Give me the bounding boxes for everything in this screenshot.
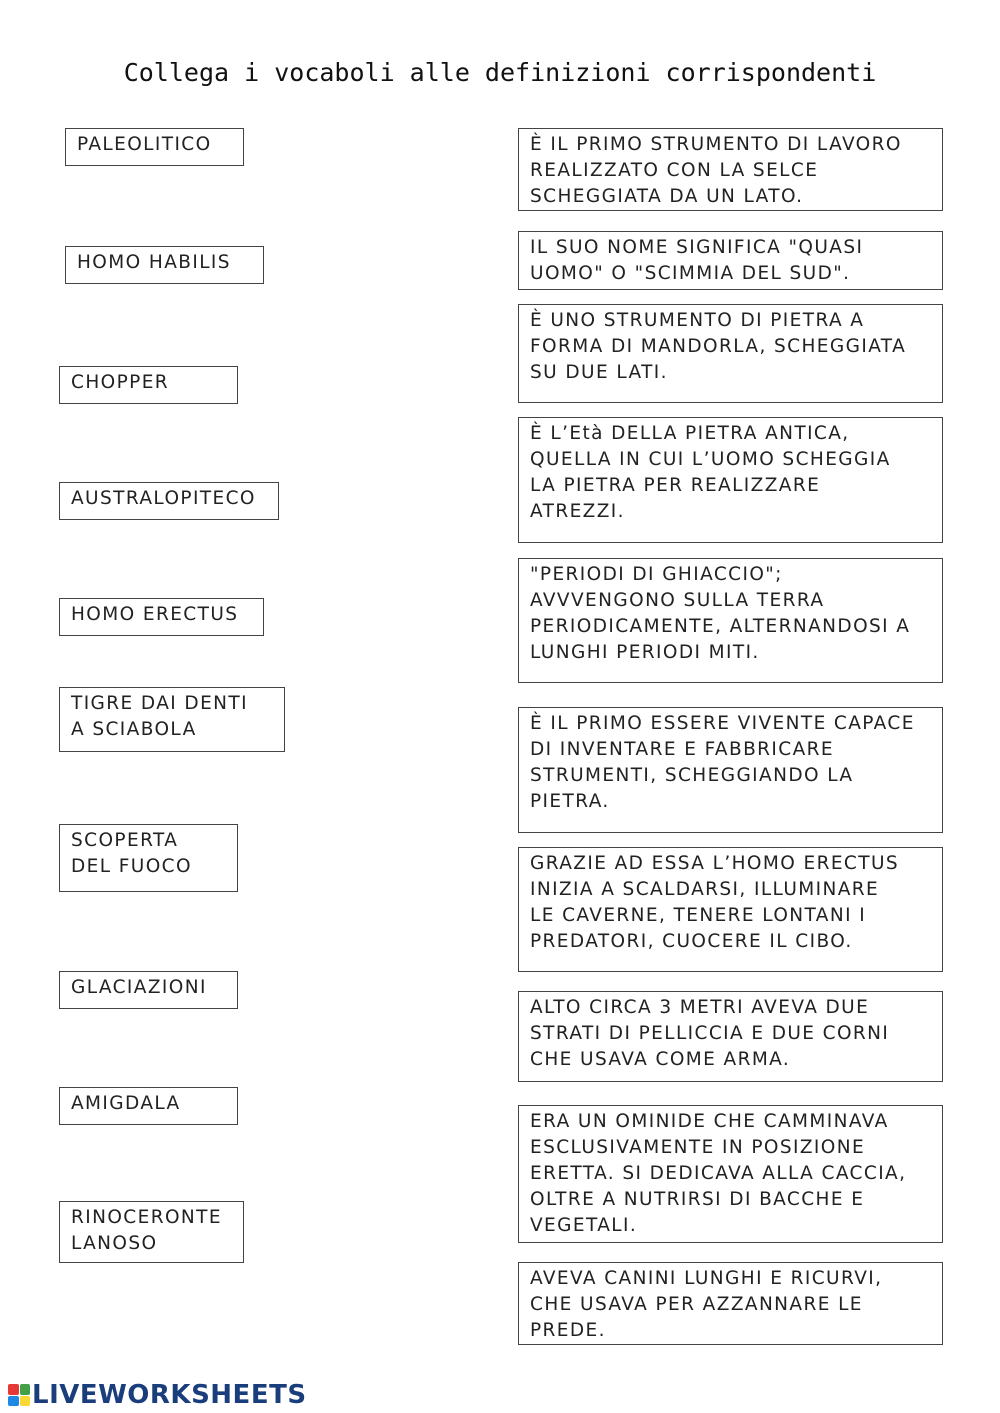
logo-square	[8, 1396, 19, 1407]
logo-text: LIVEWORKSHEETS	[32, 1380, 307, 1410]
definition-box[interactable]: ERA UN OMINIDE CHE CAMMINAVA ESCLUSIVAMENTE IN POSIZIONE ERETTA. SI DEDICAVA ALLA CACCIA, OLTRE A NUTRIRSI DI BACCHE E VEGETALI.	[518, 1105, 943, 1243]
term-box[interactable]: HOMO ERECTUS	[59, 598, 264, 636]
logo-square	[20, 1384, 31, 1395]
logo-grid-icon	[8, 1384, 30, 1406]
page-title: Collega i vocaboli alle definizioni corrispondenti	[123, 58, 877, 87]
logo-square	[8, 1384, 19, 1395]
logo-square	[20, 1396, 31, 1407]
definition-box[interactable]: È IL PRIMO ESSERE VIVENTE CAPACE DI INVENTARE E FABBRICARE STRUMENTI, SCHEGGIANDO LA PIETRA.	[518, 707, 943, 833]
term-box[interactable]: SCOPERTA DEL FUOCO	[59, 824, 238, 892]
definition-box[interactable]: AVEVA CANINI LUNGHI E RICURVI, CHE USAVA PER AZZANNARE LE PREDE.	[518, 1262, 943, 1345]
term-box[interactable]: AMIGDALA	[59, 1087, 238, 1125]
term-box[interactable]: GLACIAZIONI	[59, 971, 238, 1009]
term-box[interactable]: HOMO HABILIS	[65, 246, 264, 284]
term-box[interactable]: PALEOLITICO	[65, 128, 244, 166]
definition-box[interactable]: È UNO STRUMENTO DI PIETRA A FORMA DI MANDORLA, SCHEGGIATA SU DUE LATI.	[518, 304, 943, 403]
definition-box[interactable]: ALTO CIRCA 3 METRI AVEVA DUE STRATI DI PELLICCIA E DUE CORNI CHE USAVA COME ARMA.	[518, 991, 943, 1082]
definition-box[interactable]: GRAZIE AD ESSA L’HOMO ERECTUS INIZIA A SCALDARSI, ILLUMINARE LE CAVERNE, TENERE LONTANI I PREDATORI, CUOCERE IL CIBO.	[518, 847, 943, 972]
definition-box[interactable]: È L’Età DELLA PIETRA ANTICA, QUELLA IN CUI L’UOMO SCHEGGIA LA PIETRA PER REALIZZARE ATREZZI.	[518, 417, 943, 543]
definition-box[interactable]: IL SUO NOME SIGNIFICA "QUASI UOMO" O "SCIMMIA DEL SUD".	[518, 231, 943, 290]
term-box[interactable]: AUSTRALOPITECO	[59, 482, 279, 520]
term-box[interactable]: TIGRE DAI DENTI A SCIABOLA	[59, 687, 285, 752]
liveworksheets-logo	[8, 1380, 307, 1410]
term-box[interactable]: RINOCERONTE LANOSO	[59, 1201, 244, 1263]
definition-box[interactable]: "PERIODI DI GHIACCIO"; AVVVENGONO SULLA TERRA PERIODICAMENTE, ALTERNANDOSI A LUNGHI PERIODI MITI.	[518, 558, 943, 683]
definition-box[interactable]: È IL PRIMO STRUMENTO DI LAVORO REALIZZATO CON LA SELCE SCHEGGIATA DA UN LATO.	[518, 128, 943, 211]
term-box[interactable]: CHOPPER	[59, 366, 238, 404]
